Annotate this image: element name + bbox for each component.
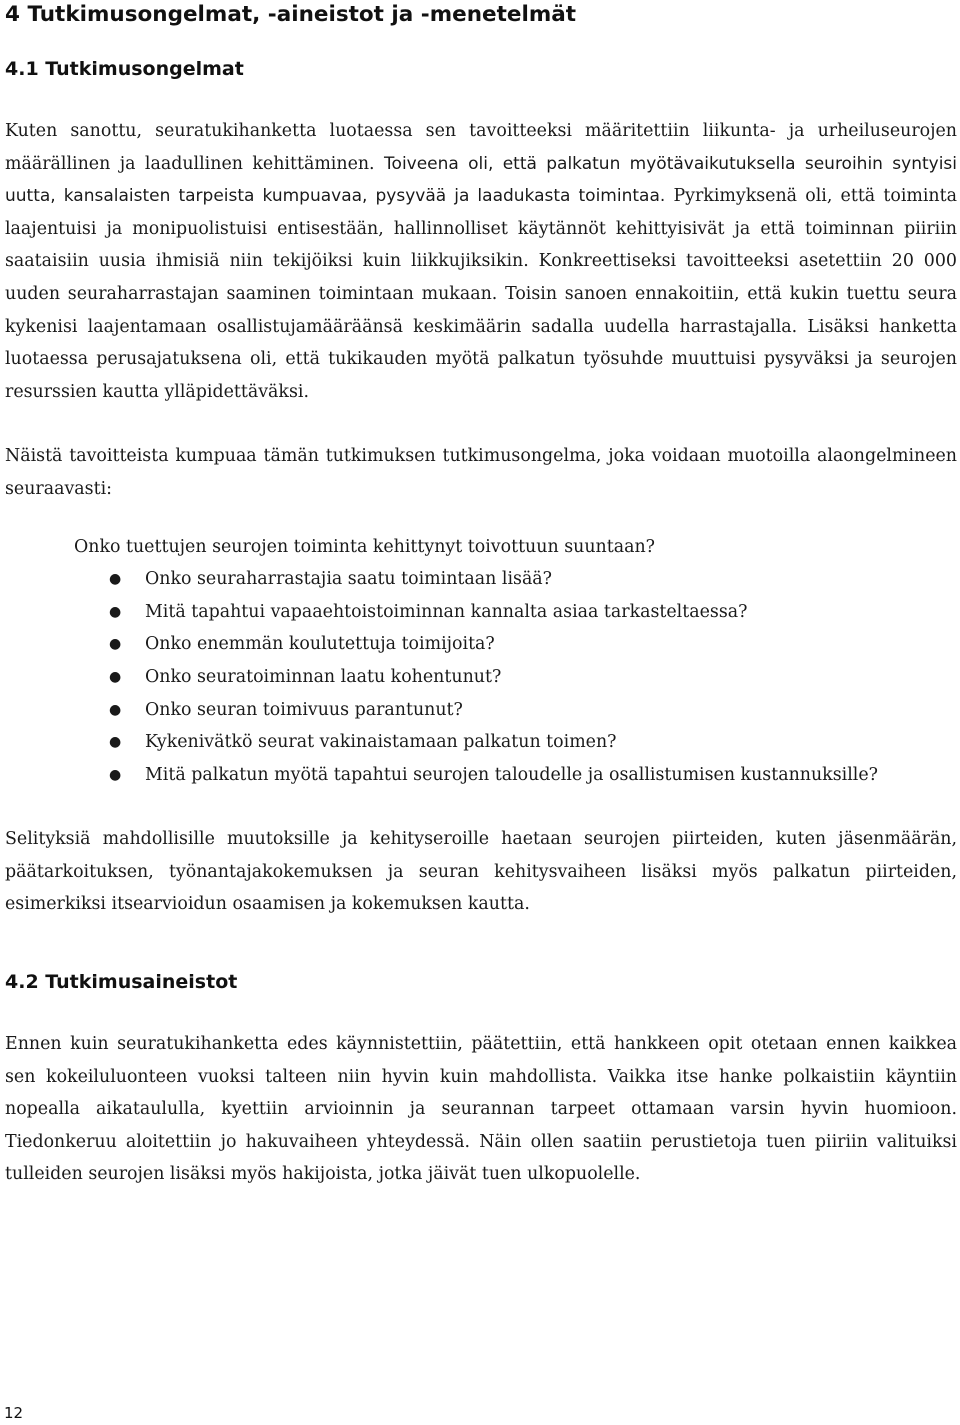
bullet-icon: ● (109, 766, 122, 783)
paragraph-goals-part-3: Pyrkimyksenä oli, että toiminta laajentuisi ja monipuolistuisi entisestään, hallinnolliset käytännöt kehittyisivät ja että toiminnan piiriin saataisiin uusia ihmisiä niin tekijöiksi kuin liikkujiksikin. Konkreettiseksi tavoitteeksi asetettiin 20 000 uuden seuraharrastajan saaminen toimintaan mukaan. Toisin sanoen ennakoitiin, että kukin tuettu seura kykenisi laajentamaan osallistujamääräänsä keskimäärin sadalla uudella harrastajalla. Lisäksi hanketta luotaessa perusajatuksena oli, että tukikauden myötä palkatun työsuhde muuttuisi pysyväksi ja seurojen resurssien kautta ylläpidettäväksi. (5, 186, 957, 402)
sub-question-text: Onko enemmän koulutettuja toimijoita? (145, 634, 495, 655)
sub-question-text: Mitä tapahtui vapaaehtoistoiminnan kannalta asiaa tarkasteltaessa? (145, 601, 748, 622)
section-heading-4-1: 4.1 Tutkimusongelmat (5, 58, 244, 80)
paragraph-goals-part-2: Toiveena oli, että palkatun myötävaikutuksella seuroihin syntyisi uutta, kansalaisten tarpeista kumpuavaa, pysyvää ja laadukasta toimintaa. (5, 153, 957, 207)
sub-question-text: Onko seuraharrastajia saatu toimintaan lisää? (145, 569, 552, 590)
bullet-icon: ● (109, 603, 122, 620)
sub-question-item (5, 759, 957, 792)
bullet-icon: ● (109, 636, 122, 653)
sub-question-text: Onko seuran toimivuus parantunut? (145, 699, 463, 720)
paragraph-goals-part-1: Kuten sanottu, seuratukihanketta luotaessa sen tavoitteeksi määritettiin liikunta- ja urheiluseurojen määrällinen ja laadullinen kehittäminen. (5, 121, 957, 174)
sub-question-text: Kykenivätkö seurat vakinaistamaan palkatun toimen? (145, 732, 617, 753)
sub-question-item (5, 596, 957, 629)
bullet-icon: ● (109, 734, 122, 751)
paragraph-research-problem: Näistä tavoitteista kumpuaa tämän tutkimuksen tutkimusongelma, joka voidaan muotoilla alaongelmineen seuraavasti: (5, 446, 957, 499)
sub-question-item (5, 661, 957, 694)
sub-question-text: Mitä palkatun myötä tapahtui seurojen taloudelle ja osallistumisen kustannuksille? (145, 764, 878, 785)
paragraph-goals (5, 115, 957, 408)
page-number: 12 (4, 1404, 24, 1422)
paragraph-data-collection: Ennen kuin seuratukihanketta edes käynnistettiin, päätettiin, että hankkeen opit otetaan ennen kaikkea sen kokeiluluonteen vuoksi talteen niin hyvin kuin mahdollista. Vaikka itse hanke polkaistiin käyntiin nopealla aikataululla, kyettiin arvioinnin ja seurannan tarpeet ottamaan varsin hyvin huomioon. Tiedonkeruu aloitettiin jo hakuvaiheen yhteydessä. Näin ollen saatiin perustietoja tuen piiriin valituiksi tulleiden seurojen lisäksi myös hakijoista, jotka jäivät tuen ulkopuolelle. (5, 1034, 957, 1185)
paragraph-explanations: Selityksiä mahdollisille muutoksille ja kehityseroille haetaan seurojen piirteiden, kuten jäsenmäärän, päätarkoituksen, työnantajakokemuksen ja seuran kehitysvaiheen lisäksi myös palkatun piirteiden, esimerkiksi itsearvioidun osaamisen ja kokemuksen kautta. (5, 829, 957, 915)
sub-question-list (5, 563, 957, 791)
chapter-heading: 4 Tutkimusongelmat, -aineistot ja -menetelmät (5, 2, 577, 27)
main-research-question: Onko tuettujen seurojen toiminta kehittynyt toivottuun suuntaan? (74, 536, 655, 557)
sub-question-item (5, 694, 957, 727)
section-heading-4-2: 4.2 Tutkimusaineistot (5, 971, 238, 994)
bullet-icon: ● (109, 668, 122, 685)
bullet-icon: ● (109, 701, 122, 718)
document-page (5, 0, 957, 1191)
sub-question-item (5, 726, 957, 759)
bullet-icon: ● (109, 571, 122, 588)
sub-question-text: Onko seuratoiminnan laatu kohentunut? (145, 666, 502, 687)
sub-question-item (5, 563, 957, 596)
sub-question-item (5, 628, 957, 661)
